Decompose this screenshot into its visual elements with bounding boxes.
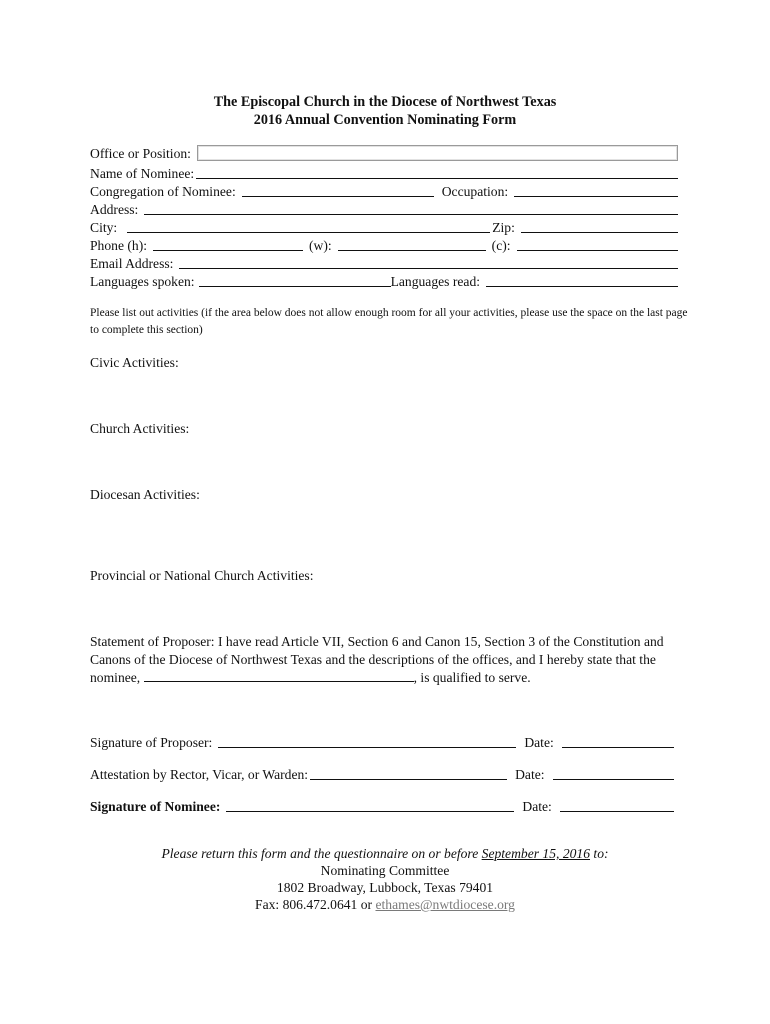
address-field[interactable] <box>144 202 678 215</box>
committee-address: 1802 Broadway, Lubbock, Texas 79401 <box>276 880 494 895</box>
nominee-signature-field[interactable] <box>226 799 514 812</box>
phone-cell-label: (c): <box>491 238 511 253</box>
committee-name: Nominating Committee <box>320 863 450 878</box>
address-label: Address: <box>90 202 139 217</box>
return-instructions <box>0 845 770 862</box>
contact-line <box>0 896 770 913</box>
attestation-signature-field[interactable] <box>310 767 507 780</box>
occupation-field[interactable] <box>514 184 678 197</box>
civic-activities-label: Civic Activities: <box>90 355 179 370</box>
occupation-label: Occupation: <box>441 184 509 199</box>
zip-field[interactable] <box>521 220 678 233</box>
congregation-field[interactable] <box>242 184 434 197</box>
name-row <box>90 164 680 182</box>
phone-work-field[interactable] <box>338 238 486 251</box>
email-field[interactable] <box>179 256 678 269</box>
form-title-line2: 2016 Annual Convention Nominating Form <box>253 112 517 128</box>
statement-text-end: , is qualified to serve. <box>413 670 531 685</box>
attestation-date-label: Date: <box>515 767 545 782</box>
return-date: September 15, 2016 <box>481 846 591 861</box>
office-label: Office or Position: <box>90 146 191 161</box>
statement-text: Statement of Proposer: I have read Article VII, Section 6 and Canon 15, Section 3 of the Constitution and Canons of the Diocese of Northwest Texas and the descriptions of the offices, and I hereby state that the nominee, <box>90 634 664 685</box>
attestation-date-field[interactable] <box>553 767 674 780</box>
name-field[interactable] <box>196 166 678 179</box>
office-row <box>90 144 680 162</box>
return-text: Please return this form and the questionnaire on or before <box>161 846 479 861</box>
proposer-date-field[interactable] <box>562 735 674 748</box>
proposer-statement <box>90 633 690 687</box>
congregation-label: Congregation of Nominee: <box>90 184 236 199</box>
nominee-signature-row <box>90 797 680 815</box>
city-field[interactable] <box>127 220 490 233</box>
email-link[interactable]: ethames@nwtdiocese.org <box>375 897 515 912</box>
nominee-date-field[interactable] <box>560 799 674 812</box>
languages-read-field[interactable] <box>486 274 678 287</box>
phone-cell-field[interactable] <box>517 238 678 251</box>
city-row <box>90 218 680 236</box>
phone-row <box>90 236 680 254</box>
provincial-activities-label: Provincial or National Church Activities: <box>90 568 314 583</box>
city-label: City: <box>90 220 118 235</box>
languages-read-label: Languages read: <box>390 274 481 289</box>
return-to: to: <box>593 846 609 861</box>
languages-spoken-label: Languages spoken: <box>90 274 195 289</box>
activities-instructions: Please list out activities (if the area below does not allow enough room for all your activities, please use the space on the last page to complete this section) <box>90 307 688 336</box>
diocesan-activities-label: Diocesan Activities: <box>90 487 200 502</box>
proposer-signature-row <box>90 733 680 751</box>
proposer-date-label: Date: <box>524 735 554 750</box>
nominee-name-field[interactable] <box>144 669 414 682</box>
zip-label: Zip: <box>492 220 515 235</box>
name-label: Name of Nominee: <box>90 166 195 181</box>
office-input[interactable] <box>197 145 678 161</box>
proposer-signature-label: Signature of Proposer: <box>90 735 213 750</box>
phone-work-label: (w): <box>309 238 332 253</box>
nominee-signature-label: Signature of Nominee: <box>90 799 221 814</box>
phone-home-label: Phone (h): <box>90 238 148 253</box>
form-title-line1: The Episcopal Church in the Diocese of Northwest Texas <box>213 94 557 110</box>
congregation-row <box>90 182 680 200</box>
email-row <box>90 254 680 272</box>
attestation-label: Attestation by Rector, Vicar, or Warden: <box>90 767 309 782</box>
church-activities-label: Church Activities: <box>90 421 190 436</box>
fax-text: Fax: 806.472.0641 or <box>255 897 373 912</box>
nominee-date-label: Date: <box>522 799 552 814</box>
languages-row <box>90 272 680 290</box>
email-label: Email Address: <box>90 256 174 271</box>
attestation-row <box>90 765 680 783</box>
address-row <box>90 200 680 218</box>
phone-home-field[interactable] <box>153 238 303 251</box>
proposer-signature-field[interactable] <box>218 735 516 748</box>
languages-spoken-field[interactable] <box>199 274 391 287</box>
